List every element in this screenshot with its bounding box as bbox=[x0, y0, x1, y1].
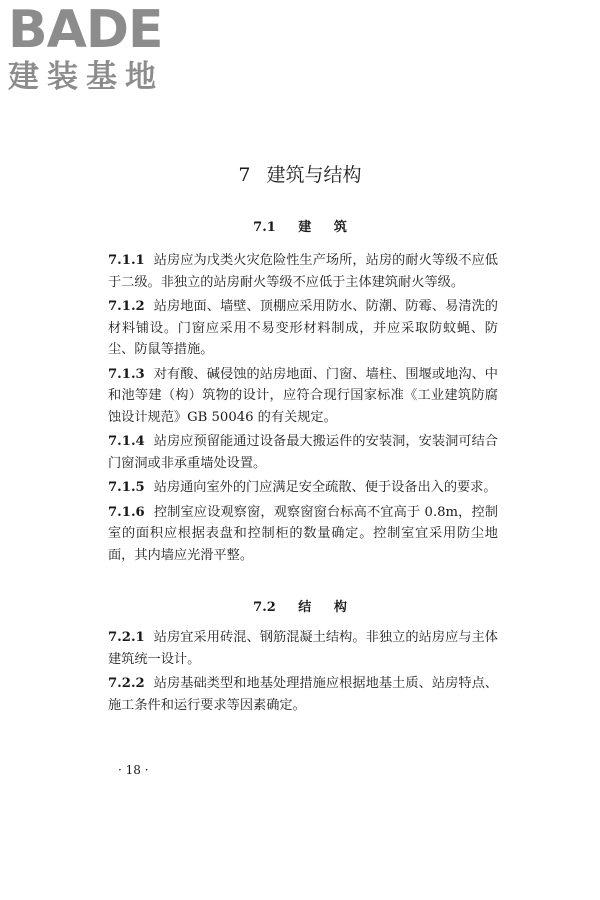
clause-number: 7.1.1 bbox=[108, 253, 145, 268]
logo-mark: BADE bbox=[8, 0, 163, 60]
clause-7-1-5 bbox=[108, 477, 498, 499]
clause-7-2-2 bbox=[108, 673, 498, 716]
chapter-title: 7 建筑与结构 bbox=[238, 164, 362, 186]
clause-number: 7.1.4 bbox=[108, 434, 145, 449]
clause-number: 7.1.5 bbox=[108, 480, 145, 495]
clause-number: 7.2.1 bbox=[108, 630, 145, 645]
logo-subtitle: 建装基地 bbox=[8, 59, 164, 95]
clause-number: 7.2.2 bbox=[108, 676, 145, 691]
clause-text: 站房基础类型和地基处理措施应根据地基土质、站房特点、施工条件和运行要求等因素确定。 bbox=[108, 676, 498, 713]
section-7-2-body bbox=[108, 627, 498, 719]
clause-text: 站房应为戊类火灾危险性生产场所，站房的耐火等级不应低于二级。非独立的站房耐火等级不应低于主体建筑耐火等级。 bbox=[108, 253, 498, 290]
clause-7-1-2 bbox=[108, 296, 498, 361]
section-7-1-body bbox=[108, 250, 498, 569]
brand-logo bbox=[8, 0, 183, 95]
clause-text: 站房宜采用砖混、钢筋混凝土结构。非独立的站房应与主体建筑统一设计。 bbox=[108, 630, 498, 667]
clause-7-2-1 bbox=[108, 627, 498, 670]
clause-text: 控制室应设观察窗，观察窗窗台标高不宜高于 0.8m，控制室的面积应根据表盘和控制柜的数量确定。控制室宜采用防尘地面，其内墙应光滑平整。 bbox=[108, 504, 498, 563]
clause-7-1-1 bbox=[108, 250, 498, 293]
clause-text: 站房地面、墙壁、顶棚应采用防水、防潮、防霉、易清洗的材料铺设。门窗应采用不易变形材料制成，并应采取防蚊蝇、防尘、防鼠等措施。 bbox=[108, 299, 498, 357]
clause-number: 7.1.3 bbox=[108, 366, 145, 382]
clause-7-1-4 bbox=[108, 431, 498, 474]
clause-number: 7.1.2 bbox=[108, 299, 145, 314]
page-number: · 18 · bbox=[118, 763, 149, 777]
clause-7-1-3 bbox=[108, 364, 498, 429]
clause-text: 对有酸、碱侵蚀的站房地面、门窗、墙柱、围堰或地沟、中和池等建（构）筑物的设计，应符合现行国家标准《工业建筑防腐蚀设计规范》GB 50046 的有关规定。 bbox=[108, 366, 498, 425]
section-title-7-1: 7.1 建 筑 bbox=[253, 220, 347, 235]
clause-text: 站房通向室外的门应满足安全疏散、便于设备出入的要求。 bbox=[153, 480, 497, 495]
clause-text: 站房应预留能通过设备最大搬运件的安装洞，安装洞可结合门窗洞或非承重墙处设置。 bbox=[108, 434, 498, 471]
clause-7-1-6 bbox=[108, 502, 498, 567]
clause-number: 7.1.6 bbox=[108, 504, 145, 520]
section-title-7-2: 7.2 结 构 bbox=[253, 600, 347, 615]
